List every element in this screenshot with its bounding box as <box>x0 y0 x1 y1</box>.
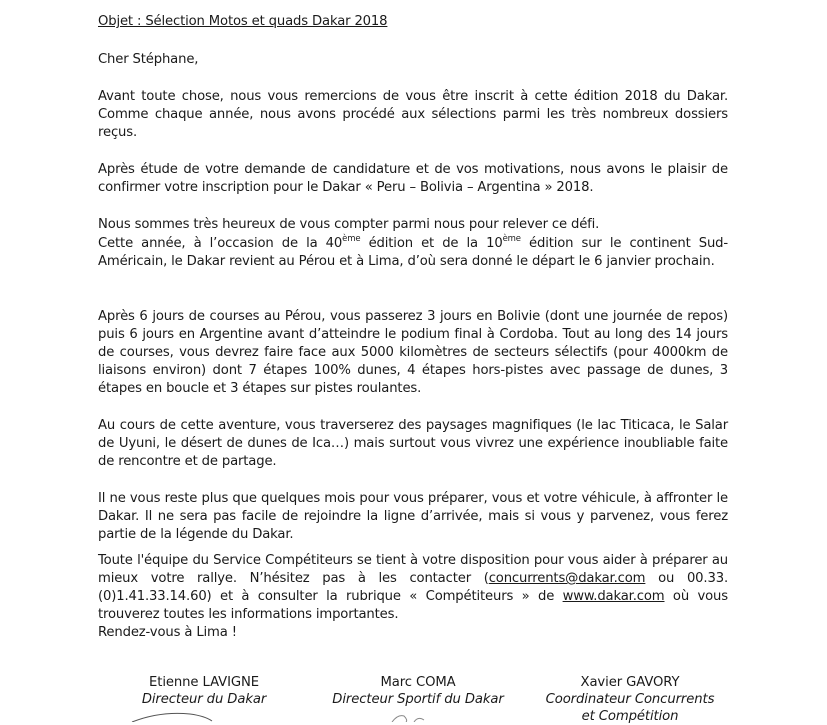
paragraph-preparation: Il ne vous reste plus que quelques mois pour vous préparer, vous et votre véhicule, à affronter le Dakar. Il ne sera pas facile de rejoindre la ligne d’arrivée, mais si vous y parvenez, vous ferez partie de la légende du Dakar. <box>98 491 728 542</box>
paragraph-confirmation: Après étude de votre demande de candidature et de vos motivations, nous avons le plaisir de confirmer votre inscription pour le Dakar « Peru – Bolivia – Argentina » 2018. <box>98 162 728 195</box>
edition-text-part: Cette année, à l’occasion de la 40 <box>98 236 343 251</box>
website-link[interactable]: www.dakar.com <box>562 589 665 604</box>
signature-scribble-icon <box>130 712 220 722</box>
letter-body <box>98 13 728 640</box>
ordinal-suffix: ème <box>342 234 361 244</box>
signatory-lavigne <box>134 674 274 708</box>
signatory-title: Directeur du Dakar <box>141 692 267 707</box>
contact-text-part: où vous trouverez toutes les informations importantes. <box>98 589 728 622</box>
ordinal-suffix: ème <box>502 234 521 244</box>
letter-closing: Rendez-vous à Lima ! <box>98 625 237 640</box>
signature-scribble-icon <box>390 712 450 722</box>
email-link[interactable]: concurrents@dakar.com <box>488 571 646 586</box>
signatory-gavory <box>530 674 730 725</box>
letter-subject: Objet : Sélection Motos et quads Dakar 2018 <box>98 14 388 29</box>
edition-text-part: édition et de la 10 <box>360 236 503 251</box>
paragraph-thanks: Avant toute chose, nous vous remercions de vous être inscrit à cette édition 2018 du Dakar. Comme chaque année, nous avons procédé aux sélections parmi les très nombreux dossiers reçus. <box>98 89 728 140</box>
paragraph-contact <box>98 552 728 624</box>
signatory-name: Marc COMA <box>380 675 456 690</box>
signatory-name: Xavier GAVORY <box>580 675 680 690</box>
signatory-title: Directeur Sportif du Dakar <box>332 692 504 707</box>
signatory-title: et Compétition <box>581 709 679 724</box>
signatory-title: Coordinateur Concurrents <box>545 692 715 707</box>
signatory-name: Etienne LAVIGNE <box>149 675 259 690</box>
letter-salutation: Cher Stéphane, <box>98 52 199 67</box>
signatory-coma <box>318 674 518 708</box>
contact-text-part: ou 00.33.(0)1.41.33.14.60) et à consulter la rubrique « Compétiteurs » de <box>98 571 728 604</box>
paragraph-route: Après 6 jours de courses au Pérou, vous passerez 3 jours en Bolivie (dont une journée de repos) puis 6 jours en Argentine avant d’atteindre le podium final à Cordoba. Tout au long des 14 jours de courses, vous devrez faire face aux 5000 kilomètres de secteurs sélectifs (pour 4000km de liaisons environ) dont 7 étapes 100% dunes, 4 étapes hors-pistes avec passage de dunes, 3 étapes en boucle et 3 étapes sur pistes roulantes. <box>98 309 728 396</box>
paragraph-welcome: Nous sommes très heureux de vous compter parmi nous pour relever ce défi. <box>98 217 600 232</box>
edition-text-part: édition sur le continent Sud-Américain, le Dakar revient au Pérou et à Lima, d’où sera donné le départ le 6 janvier prochain. <box>98 236 728 269</box>
paragraph-edition-text <box>98 235 728 271</box>
contact-text-part: Toute l'équipe du Service Compétiteurs se tient à votre disposition pour vous aider à préparer au mieux votre rallye. N’hésitez pas à les contacter ( <box>98 553 728 586</box>
paragraph-adventure: Au cours de cette aventure, vous traverserez des paysages magnifiques (le lac Titicaca, le Salar de Uyuni, le désert de dunes de Ica…) mais surtout vous vivrez une expérience inoubliable faite de rencontre et de partage. <box>98 418 728 469</box>
